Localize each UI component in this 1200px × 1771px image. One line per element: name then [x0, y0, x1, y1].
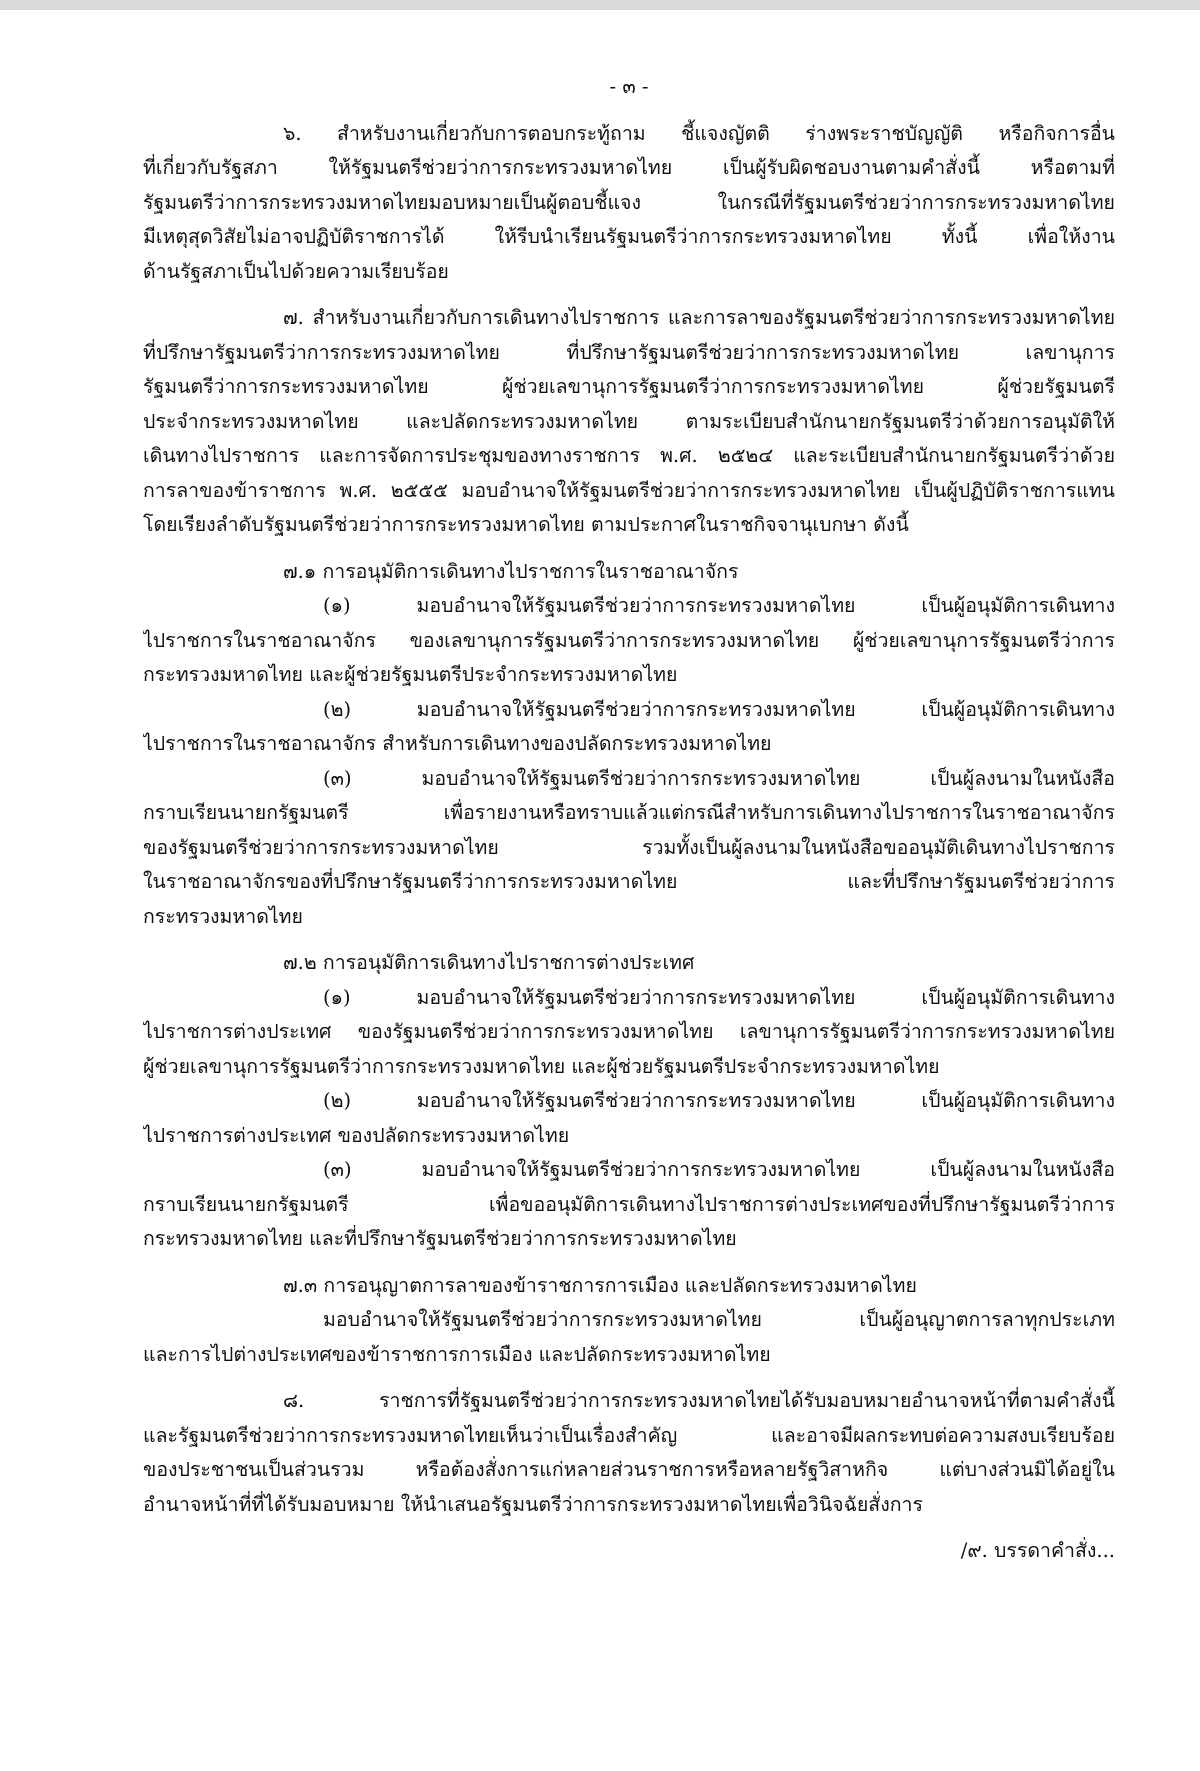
- text-line: กระทรวงมหาดไทย และผู้ช่วยรัฐมนตรีประจำกระทรวงมหาดไทย: [143, 663, 678, 686]
- text-line: (๒) มอบอำนาจให้รัฐมนตรีช่วยว่าการกระทรวงมหาดไทย เป็นผู้อนุมัติการเดินทาง: [323, 697, 1115, 721]
- spacer: [143, 289, 1115, 301]
- paragraph-section-6: [143, 117, 1115, 290]
- text-line: กระทรวงมหาดไทย: [143, 904, 303, 928]
- spacer: [143, 1257, 1115, 1269]
- text-line: รัฐมนตรีว่าการกระทรวงมหาดไทยมอบหมายเป็นผู้ตอบชี้แจง ในกรณีที่รัฐมนตรีช่วยว่าการกระทรวงมหาดไทย: [143, 190, 1115, 214]
- spacer: [143, 1522, 1115, 1534]
- text-line: ไปราชการในราชอาณาจักร สำหรับการเดินทางของปลัดกระทรวงมหาดไทย: [143, 732, 772, 755]
- text-line: ผู้ช่วยเลขานุการรัฐมนตรีว่าการกระทรวงมหาดไทย และผู้ช่วยรัฐมนตรีประจำกระทรวงมหาดไทย: [143, 1054, 940, 1078]
- paragraph-section-7: [143, 301, 1115, 543]
- text-line: อำนาจหน้าที่ที่ได้รับมอบหมาย ให้นำเสนอรัฐมนตรีว่าการกระทรวงมหาดไทยเพื่อวินิจฉัยสั่งการ: [143, 1492, 923, 1516]
- text-line: ไปราชการต่างประเทศ ของปลัดกระทรวงมหาดไทย: [143, 1123, 570, 1147]
- text-line: (๓) มอบอำนาจให้รัฐมนตรีช่วยว่าการกระทรวงมหาดไทย เป็นผู้ลงนามในหนังสือ: [323, 1158, 1115, 1181]
- text-line: และการไปต่างประเทศของข้าราชการการเมือง และปลัดกระทรวงมหาดไทย: [143, 1342, 771, 1366]
- text-line: รัฐมนตรีว่าการกระทรวงมหาดไทย ผู้ช่วยเลขานุการรัฐมนตรีว่าการกระทรวงมหาดไทย ผู้ช่วยรัฐมนตรี: [143, 375, 1115, 398]
- text-line: มีเหตุสุดวิสัยไม่อาจปฏิบัติราชการได้ ให้รีบนำเรียนรัฐมนตรีว่าการกระทรวงมหาดไทย ทั้งนี้ เพื่อให้งาน: [143, 225, 1115, 248]
- text-line: ที่ปรึกษารัฐมนตรีว่าการกระทรวงมหาดไทย ที่ปรึกษารัฐมนตรีช่วยว่าการกระทรวงมหาดไทย เลขานุการ: [143, 340, 1115, 364]
- text-line: กระทรวงมหาดไทย และที่ปรึกษารัฐมนตรีช่วยว่าการกระทรวงมหาดไทย: [143, 1227, 737, 1250]
- paragraph-section-7-1: [143, 555, 1115, 935]
- text-line: และรัฐมนตรีช่วยว่าการกระทรวงมหาดไทยเห็นว่าเป็นเรื่องสำคัญ และอาจมีผลกระทบต่อความสงบเรียบร้อย: [143, 1423, 1115, 1447]
- text-line: ของประชาชนเป็นส่วนรวม หรือต้องสั่งการแก่หลายส่วนราชการหรือหลายรัฐวิสาหกิจ แต่บางส่วนมิได้อยู่ใน: [143, 1458, 1115, 1481]
- document-body: [143, 70, 1115, 1569]
- text-line: กราบเรียนนายกรัฐมนตรี เพื่อขออนุมัติการเดินทางไปราชการต่างประเทศของที่ปรึกษารัฐมนตรีว่าการ: [143, 1192, 1115, 1216]
- text-line: กราบเรียนนายกรัฐมนตรี เพื่อรายงานหรือทราบแล้วแต่กรณีสำหรับการเดินทางไปราชการในราชอาณาจักร: [143, 801, 1115, 824]
- text-line: ที่เกี่ยวกับรัฐสภา ให้รัฐมนตรีช่วยว่าการกระทรวงมหาดไทย เป็นผู้รับผิดชอบงานตามคำสั่งนี้ หรือตามที่: [143, 156, 1115, 179]
- text-line: (๒) มอบอำนาจให้รัฐมนตรีช่วยว่าการกระทรวงมหาดไทย เป็นผู้อนุมัติการเดินทาง: [323, 1089, 1115, 1112]
- text-line: ในราชอาณาจักรของที่ปรึกษารัฐมนตรีว่าการกระทรวงมหาดไทย และที่ปรึกษารัฐมนตรีช่วยว่าการ: [143, 870, 1115, 893]
- text-line: ของรัฐมนตรีช่วยว่าการกระทรวงมหาดไทย รวมทั้งเป็นผู้ลงนามในหนังสือขออนุมัติเดินทางไปราชการ: [143, 835, 1115, 859]
- top-band: [0, 0, 1200, 10]
- continuation-note: /๙. บรรดาคำสั่ง...: [960, 1539, 1115, 1562]
- text-line: การลาของข้าราชการ พ.ศ. ๒๕๕๕ มอบอำนาจให้รัฐมนตรีช่วยว่าการกระทรวงมหาดไทย เป็นผู้ปฏิบัติราชการแทน: [143, 478, 1115, 502]
- text-line: (๓) มอบอำนาจให้รัฐมนตรีช่วยว่าการกระทรวงมหาดไทย เป็นผู้ลงนามในหนังสือ: [323, 766, 1115, 790]
- spacer: [143, 934, 1115, 946]
- text-line: ๗.๓ การอนุญาตการลาของข้าราชการการเมือง และปลัดกระทรวงมหาดไทย: [283, 1273, 917, 1297]
- text-line: ๖. สำหรับงานเกี่ยวกับการตอบกระทู้ถาม ชี้แจงญัตติ ร่างพระราชบัญญัติ หรือกิจการอื่น: [283, 121, 1115, 145]
- text-line: เดินทางไปราชการ และการจัดการประชุมของทางราชการ พ.ศ. ๒๕๒๔ และระเบียบสำนักนายกรัฐมนตรีว่าด้วย: [143, 444, 1115, 467]
- text-line: ไปราชการต่างประเทศ ของรัฐมนตรีช่วยว่าการกระทรวงมหาดไทย เลขานุการรัฐมนตรีว่าการกระทรวงมหาดไทย: [143, 1020, 1115, 1043]
- text-line: โดยเรียงลำดับรัฐมนตรีช่วยว่าการกระทรวงมหาดไทย ตามประกาศในราชกิจจานุเบกษา ดังนี้: [143, 513, 909, 536]
- text-line: (๑) มอบอำนาจให้รัฐมนตรีช่วยว่าการกระทรวงมหาดไทย เป็นผู้อนุมัติการเดินทาง: [323, 594, 1115, 617]
- spacer: [143, 105, 1115, 117]
- text-line: ไปราชการในราชอาณาจักร ของเลขานุการรัฐมนตรีว่าการกระทรวงมหาดไทย ผู้ช่วยเลขานุการรัฐมนตรีว่าการ: [143, 628, 1115, 652]
- text-line: ๘. ราชการที่รัฐมนตรีช่วยว่าการกระทรวงมหาดไทยได้รับมอบหมายอำนาจหน้าที่ตามคำสั่งนี้: [283, 1389, 1115, 1412]
- paragraph-section-7-3: [143, 1269, 1115, 1373]
- spacer: [143, 543, 1115, 555]
- text-line: มอบอำนาจให้รัฐมนตรีช่วยว่าการกระทรวงมหาดไทย เป็นผู้อนุญาตการลาทุกประเภท: [323, 1308, 1115, 1331]
- paragraphs: [143, 117, 1115, 1523]
- text-line: (๑) มอบอำนาจให้รัฐมนตรีช่วยว่าการกระทรวงมหาดไทย เป็นผู้อนุมัติการเดินทาง: [323, 985, 1115, 1009]
- document-page: [0, 10, 1200, 1771]
- text-line: ๗.๒ การอนุมัติการเดินทางไปราชการต่างประเทศ: [283, 951, 695, 974]
- spacer: [143, 1372, 1115, 1384]
- text-line: ๗.๑ การอนุมัติการเดินทางไปราชการในราชอาณาจักร: [283, 559, 739, 583]
- text-line: ด้านรัฐสภาเป็นไปด้วยความเรียบร้อย: [143, 259, 449, 283]
- text-line: ๗. สำหรับงานเกี่ยวกับการเดินทางไปราชการ และการลาของรัฐมนตรีช่วยว่าการกระทรวงมหาดไทย: [283, 306, 1115, 329]
- page-number: - ๓ -: [609, 75, 649, 98]
- paragraph-section-7-2: [143, 946, 1115, 1257]
- text-line: ประจำกระทรวงมหาดไทย และปลัดกระทรวงมหาดไทย ตามระเบียบสำนักนายกรัฐมนตรีว่าด้วยการอนุมัติให้: [143, 409, 1115, 433]
- paragraph-section-8: [143, 1384, 1115, 1522]
